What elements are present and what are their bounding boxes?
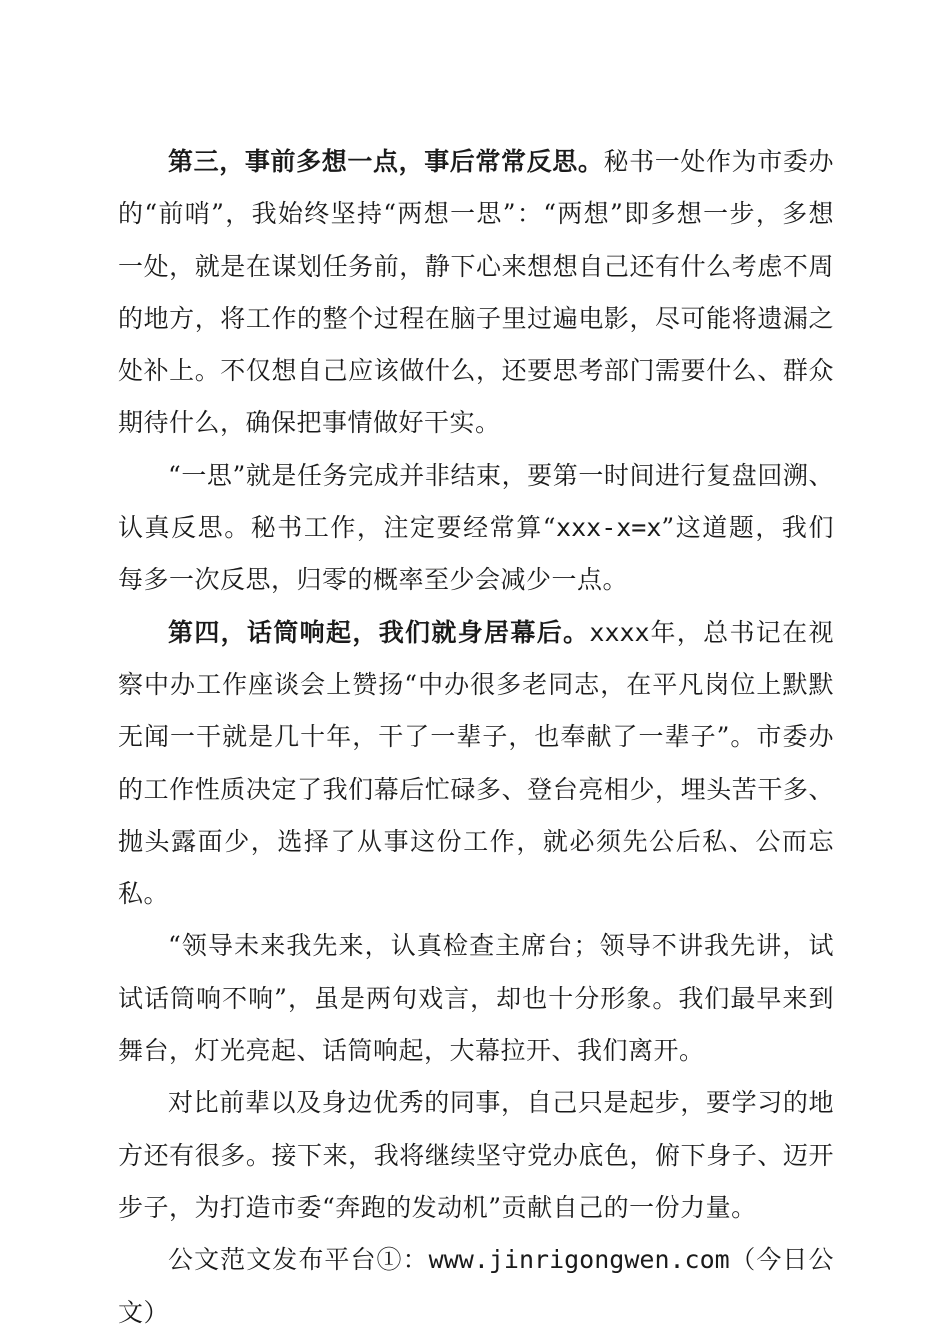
third-point-body: 秘书一处作为市委办的“前哨”，我始终坚持“两想一思”：“两想”即多想一步，多想一处，就是在谋划任务前，静下心来想想自己还有什么考虑不周的地方，将工作的整个过程在脑子里过遍电影，尽可能将遗漏之处补上。不仅想自己应该做什么，还要思考部门需要什么、群众期待什么，确保把事情做好干实。 bbox=[118, 147, 834, 438]
paragraph-third-point bbox=[118, 136, 834, 450]
reflection-body-end: ”这道题，我们每多一次反思，归零的概率至少会减少一点。 bbox=[118, 513, 834, 595]
source-url-link[interactable]: www.jinrigongwen.com bbox=[428, 1245, 730, 1275]
reflection-body-start: “一思”就是任务完成并非结束，要第一时间进行复盘回溯、认真反思。秘书工作，注定要经常算“ bbox=[118, 460, 834, 543]
formula-text: xxx-x=x bbox=[556, 513, 662, 543]
paragraph-saying bbox=[118, 920, 834, 1077]
source-suffix: （今日公文） bbox=[118, 1245, 834, 1327]
saying-body: “领导未来我先来，认真检查主席台；领导不讲我先讲，试试话筒响不响”，虽是两句戏言，却也十分形象。我们最早来到舞台，灯光亮起、话筒响起，大幕拉开、我们离开。 bbox=[118, 931, 834, 1066]
fourth-point-body: 年，总书记在视察中办工作座谈会上赞扬“中办很多老同志，在平凡岗位上默默无闻一干就是几十年，干了一辈子，也奉献了一辈子”。市委办的工作性质决定了我们幕后忙碌多、登台亮相少，埋头苦干多、抛头露面少，选择了从事这份工作，就必须先公后私、公而忘私。 bbox=[118, 617, 834, 909]
paragraph-conclusion bbox=[118, 1077, 834, 1234]
document-page bbox=[118, 136, 834, 1339]
paragraph-reflection bbox=[118, 450, 834, 607]
paragraph-source bbox=[118, 1234, 834, 1339]
fourth-point-heading: 第四，话筒响起，我们就身居幕后。 bbox=[168, 617, 590, 647]
conclusion-body: 对比前辈以及身边优秀的同事，自己只是起步，要学习的地方还有很多。接下来，我将继续坚守党办底色，俯下身子、迈开步子，为打造市委“奔跑的发动机”贡献自己的一份力量。 bbox=[118, 1088, 834, 1222]
paragraph-fourth-point bbox=[118, 607, 834, 921]
third-point-heading: 第三，事前多想一点，事后常常反思。 bbox=[168, 147, 604, 176]
year-placeholder: xxxx bbox=[589, 617, 650, 647]
source-prefix: 公文范文发布平台①： bbox=[168, 1245, 429, 1275]
